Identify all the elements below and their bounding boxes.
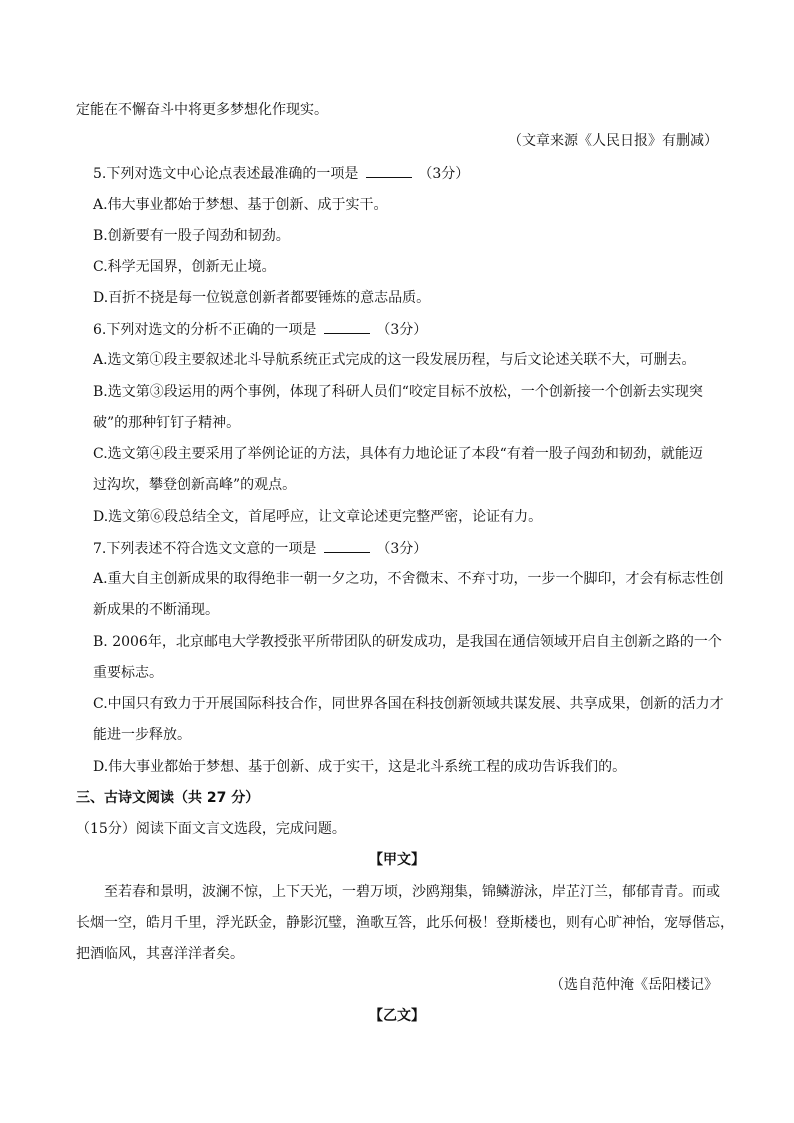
- question-stem-text: 5.下列对选文中心论点表述最准确的一项是: [93, 166, 359, 182]
- question-7-option-c-line-1: C.中国只有致力于开展国际科技合作，同世界各国在科技创新领域共谋发展、共享成果，创新的活力才: [93, 696, 724, 712]
- question-5-option-c: C.科学无国界，创新无止境。: [93, 259, 276, 275]
- question-5-stem: [93, 163, 469, 184]
- question-7-option-d: D.伟大事业都始于梦想、基于创新、成于实干，这是北斗系统工程的成功告诉我们的。: [93, 759, 627, 775]
- question-7-option-a-line-2: 新成果的不断涌现。: [93, 602, 219, 618]
- question-6-option-b-line-1: B.选文第③段运用的两个事例，体现了科研人员们“咬定目标不放松，一个创新接一个创新去实现突: [93, 384, 703, 400]
- question-6-stem: [93, 319, 427, 340]
- question-6-option-c-line-2: 过沟坎，攀登创新高峰”的观点。: [93, 477, 297, 493]
- question-score: （3分）: [418, 166, 470, 182]
- question-7-option-b-line-1: B. 2006年，北京邮电大学教授张平所带团队的研发成功，是我国在通信领域开启自主创新之路的一个: [93, 634, 722, 650]
- question-7-option-a-line-1: A.重大自主创新成果的取得绝非一朝一夕之功，不舍微末、不弃寸功，一步一个脚印，才会有标志性创: [93, 571, 724, 587]
- answer-blank[interactable]: [366, 163, 412, 178]
- jia-text-title: 【甲文】: [369, 852, 425, 868]
- section-3-heading: 三、古诗文阅读（共 27 分）: [76, 790, 260, 806]
- question-6-option-c-line-1: C.选文第④段主要采用了举例论证的方法，具体有力地论证了本段“有着一股子闯劲和韧劲，就能迈: [93, 446, 703, 462]
- answer-blank[interactable]: [324, 538, 370, 553]
- jia-text-line-3: 把酒临风，其喜洋洋者矣。: [76, 946, 244, 962]
- question-5-option-b: B.创新要有一股子闯劲和韧劲。: [93, 228, 290, 244]
- article-source: （文章来源《人民日报》有删减）: [508, 133, 718, 149]
- question-5-option-a: A.伟大事业都始于梦想、基于创新、成于实干。: [93, 197, 388, 213]
- question-score: （3分）: [376, 541, 428, 557]
- article-closing-line: 定能在不懈奋斗中将更多梦想化作现实。: [76, 102, 328, 118]
- answer-blank[interactable]: [324, 319, 370, 334]
- question-7-stem: [93, 538, 427, 559]
- question-6-option-a: A.选文第①段主要叙述北斗导航系统正式完成的这一段发展历程，与后文论述关联不大，可删去。: [93, 352, 696, 368]
- yi-text-title: 【乙文】: [369, 1008, 425, 1024]
- section-3-instruction: （15分）阅读下面文言文选段，完成问题。: [76, 821, 346, 837]
- question-7-option-c-line-2: 能进一步释放。: [93, 727, 191, 743]
- question-6-option-d: D.选文第⑥段总结全文，首尾呼应，让文章论述更完整严密，论证有力。: [93, 509, 543, 525]
- question-6-option-b-line-2: 破”的那种钉钉子精神。: [93, 415, 241, 431]
- jia-text-line-2: 长烟一空，皓月千里，浮光跃金，静影沉璧，渔歌互答，此乐何极！登斯楼也，则有心旷神怡，宠辱偕忘，: [76, 915, 734, 931]
- jia-text-source: （选自范仲淹《岳阳楼记》: [550, 977, 718, 993]
- jia-text-line-1: 至若春和景明，波澜不惊，上下天光，一碧万顷，沙鸥翔集，锦鳞游泳，岸芷汀兰，郁郁青青。而或: [104, 884, 720, 900]
- question-stem-text: 7.下列表述不符合选文文意的一项是: [93, 541, 317, 557]
- question-stem-text: 6.下列对选文的分析不正确的一项是: [93, 322, 317, 338]
- question-7-option-b-line-2: 重要标志。: [93, 665, 163, 681]
- question-score: （3分）: [376, 322, 428, 338]
- question-5-option-d: D.百折不挠是每一位锐意创新者都要锤炼的意志品质。: [93, 290, 431, 306]
